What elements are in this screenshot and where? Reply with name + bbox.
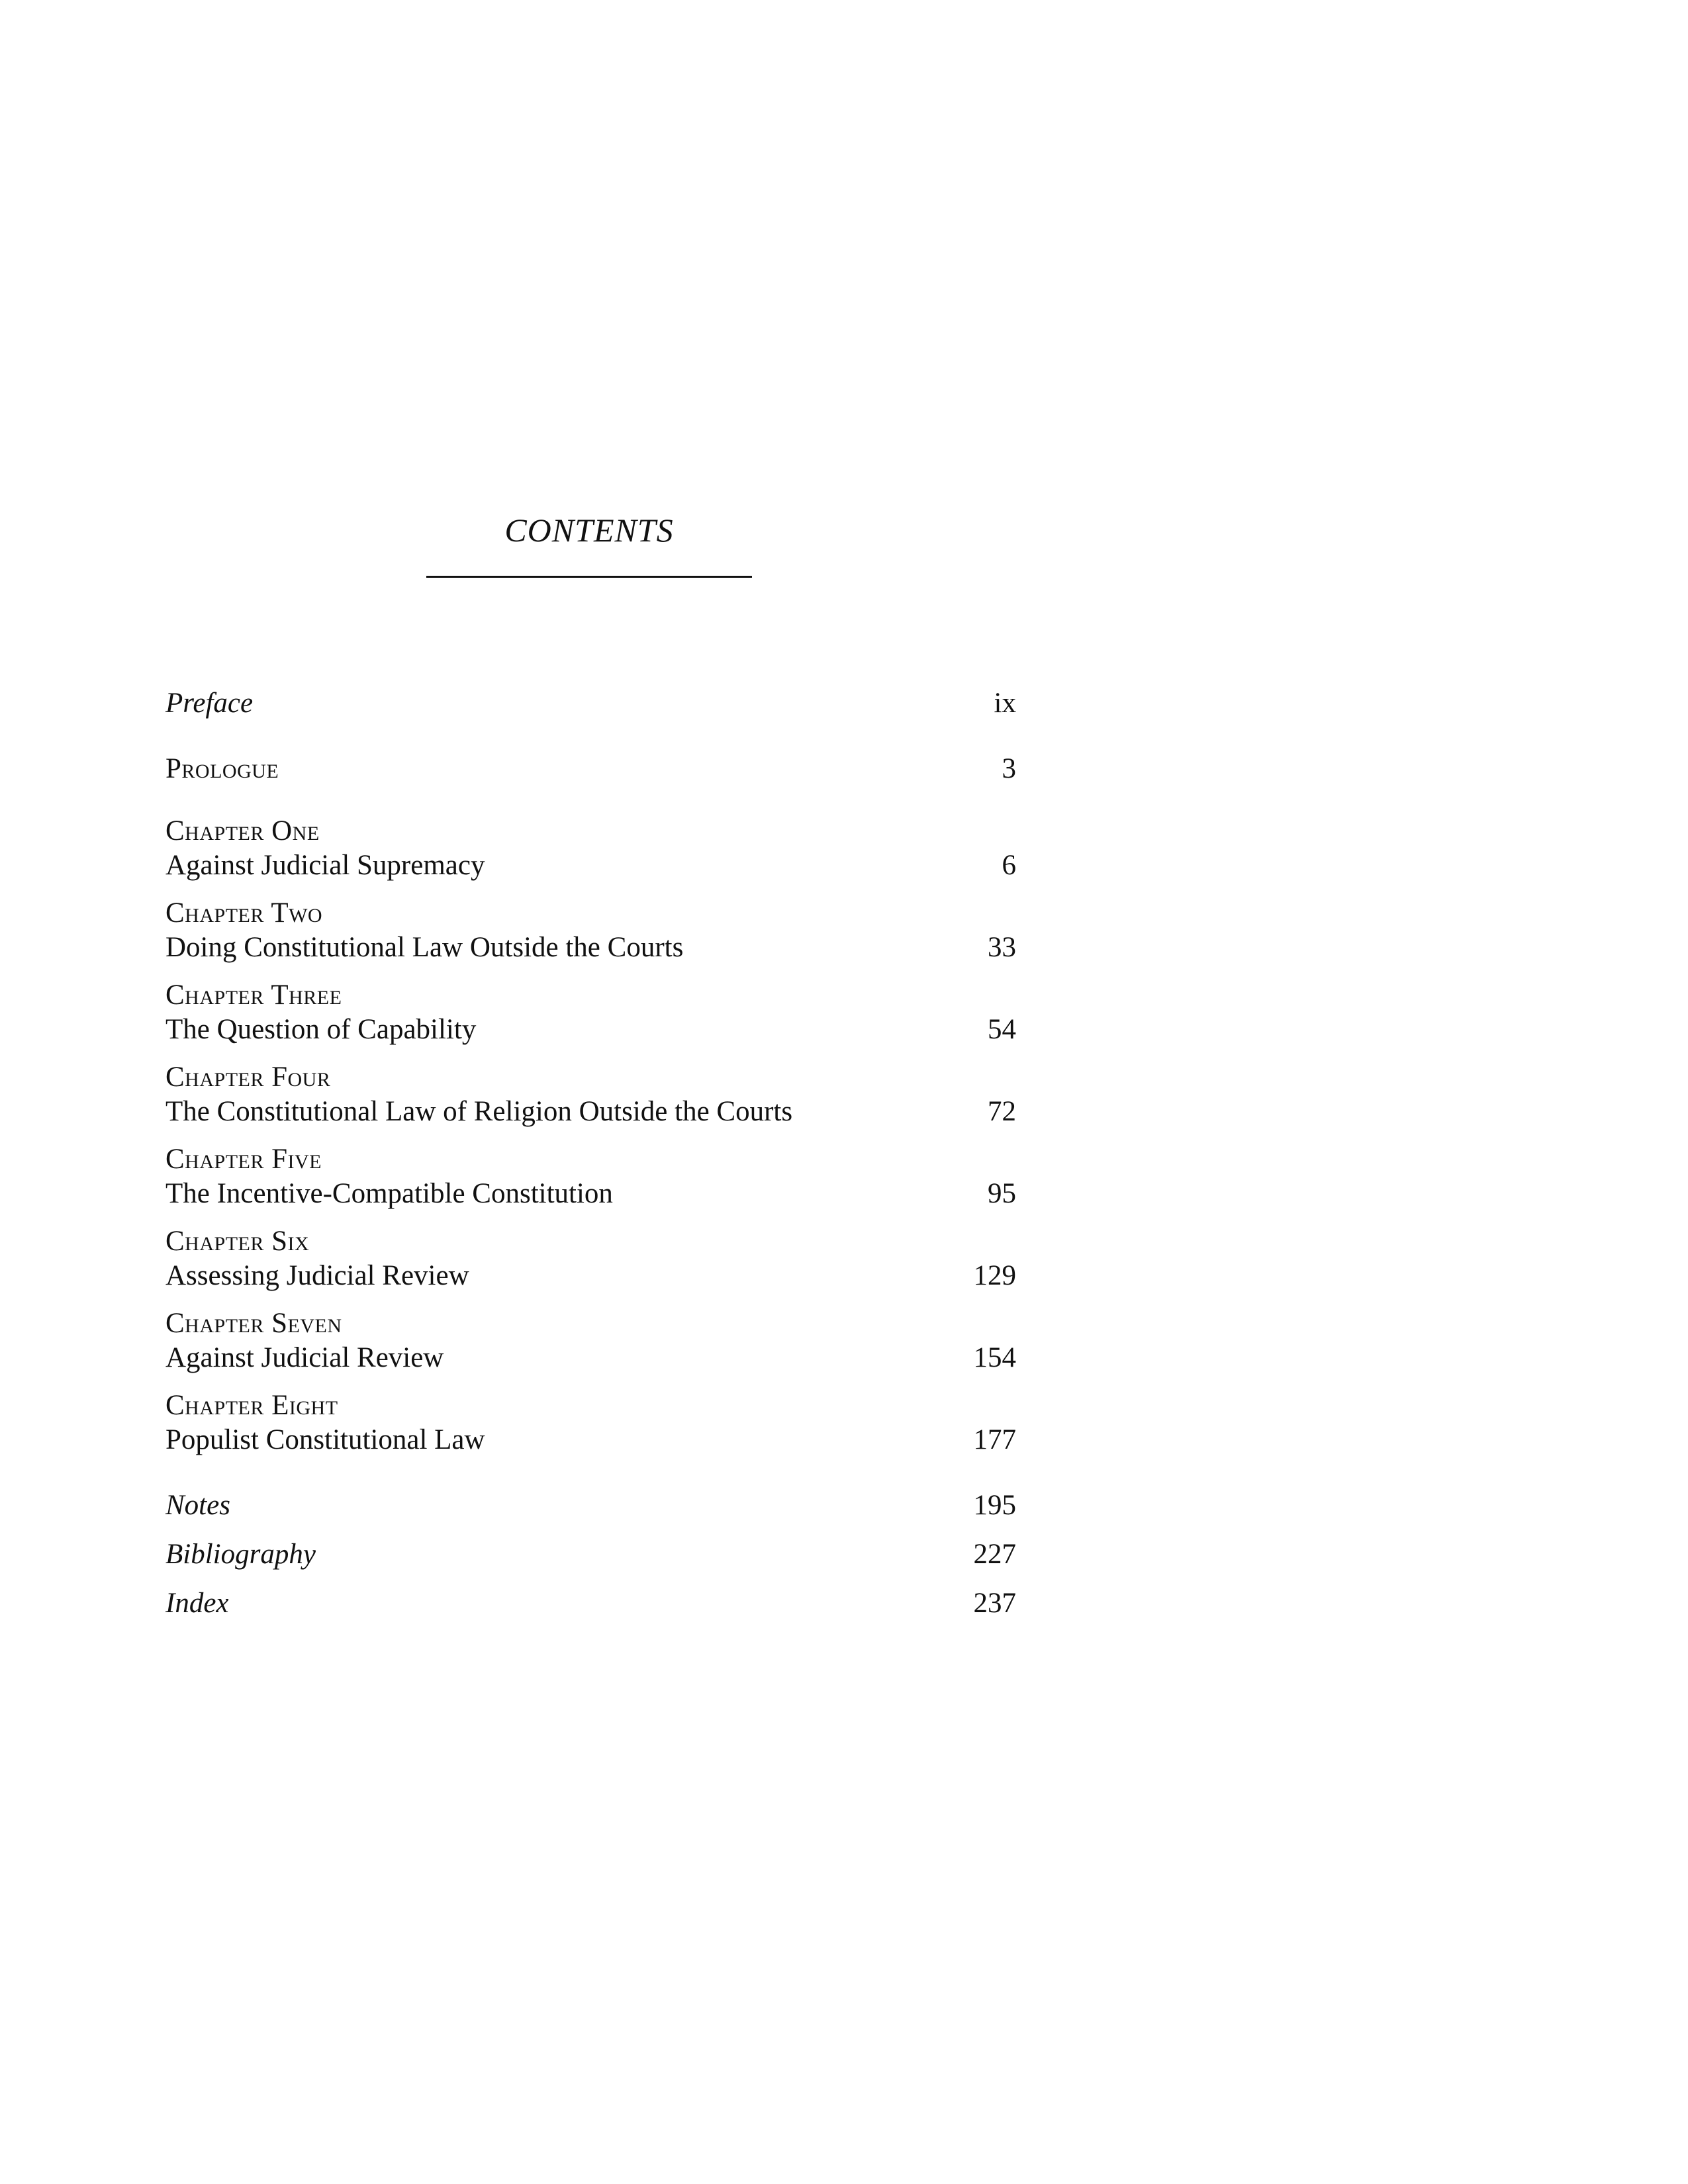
toc-line — [165, 683, 1016, 717]
toc-page-number: 95 — [988, 1178, 1016, 1209]
toc-entry-bibliography[interactable] — [165, 1534, 1016, 1569]
chapter-number: Chapter Two — [165, 897, 323, 929]
toc-page-number: 195 — [973, 1490, 1016, 1521]
toc-entry-chapter-six[interactable] — [165, 1222, 1016, 1290]
toc-label: Index — [165, 1588, 229, 1619]
toc-entry-chapter-eight[interactable] — [165, 1387, 1016, 1454]
toc-label: Preface — [165, 688, 254, 719]
toc-line — [165, 749, 1016, 783]
chapter-number-line — [165, 1387, 1016, 1420]
chapter-number: Chapter Five — [165, 1144, 322, 1175]
chapter-title: The Constitutional Law of Religion Outside the Courts — [165, 1096, 793, 1127]
toc-line — [165, 1091, 1016, 1126]
chapter-title: Against Judicial Supremacy — [165, 850, 485, 881]
toc-entry-prologue[interactable] — [165, 749, 1016, 783]
toc-line — [165, 1420, 1016, 1454]
toc-line — [165, 1534, 1016, 1569]
chapter-title: Against Judicial Review — [165, 1342, 444, 1373]
chapter-number-line — [165, 1304, 1016, 1338]
toc-entry-index[interactable] — [165, 1583, 1016, 1617]
toc-entry-chapter-two[interactable] — [165, 894, 1016, 962]
toc-entry-chapter-seven[interactable] — [165, 1304, 1016, 1372]
chapter-number: Chapter Eight — [165, 1390, 338, 1421]
toc-line — [165, 1338, 1016, 1372]
chapter-number: Chapter Four — [165, 1062, 331, 1093]
toc-label: Bibliography — [165, 1539, 316, 1570]
toc-line — [165, 1583, 1016, 1617]
toc-line — [165, 845, 1016, 880]
chapter-title: The Question of Capability — [165, 1014, 477, 1045]
toc-entry-chapter-four[interactable] — [165, 1058, 1016, 1126]
chapter-title: The Incentive-Compatible Constitution — [165, 1178, 613, 1209]
chapter-number-line — [165, 1058, 1016, 1091]
chapter-number-line — [165, 812, 1016, 845]
chapter-title: Assessing Judicial Review — [165, 1260, 469, 1291]
toc-line — [165, 1255, 1016, 1290]
chapter-number-line — [165, 1140, 1016, 1173]
toc-entry-chapter-three[interactable] — [165, 976, 1016, 1044]
toc-entry-preface[interactable] — [165, 683, 1016, 717]
toc-page-number: 129 — [973, 1260, 1016, 1291]
chapter-number-line — [165, 894, 1016, 927]
chapter-number-line — [165, 1222, 1016, 1255]
toc-page-number: 33 — [988, 932, 1016, 963]
page-title: CONTENTS — [504, 512, 674, 549]
chapter-title: Doing Constitutional Law Outside the Courts — [165, 932, 684, 963]
toc-line — [165, 1173, 1016, 1208]
toc-line — [165, 927, 1016, 962]
toc-page-number: 154 — [973, 1342, 1016, 1373]
chapter-number: Chapter One — [165, 815, 320, 846]
toc-page-number: 54 — [988, 1014, 1016, 1045]
toc-label: Notes — [165, 1490, 230, 1521]
toc-page-number: 237 — [973, 1588, 1016, 1619]
toc-entry-chapter-five[interactable] — [165, 1140, 1016, 1208]
chapter-number-line — [165, 976, 1016, 1009]
toc-label: Prologue — [165, 753, 279, 784]
toc-line — [165, 1485, 1016, 1520]
toc-page-number: ix — [994, 688, 1016, 719]
toc-page-number: 227 — [973, 1539, 1016, 1570]
toc-page-number: 3 — [1002, 753, 1016, 784]
toc-entry-notes[interactable] — [165, 1485, 1016, 1520]
toc-line — [165, 1009, 1016, 1044]
toc-page-number: 6 — [1002, 850, 1016, 881]
toc-page-number: 177 — [973, 1424, 1016, 1455]
toc-entry-chapter-one[interactable] — [165, 812, 1016, 880]
toc-page-number: 72 — [988, 1096, 1016, 1127]
title-underline — [426, 576, 752, 578]
chapter-number: Chapter Seven — [165, 1308, 342, 1339]
chapter-number: Chapter Six — [165, 1226, 310, 1257]
chapter-title: Populist Constitutional Law — [165, 1424, 485, 1455]
chapter-number: Chapter Three — [165, 979, 342, 1011]
